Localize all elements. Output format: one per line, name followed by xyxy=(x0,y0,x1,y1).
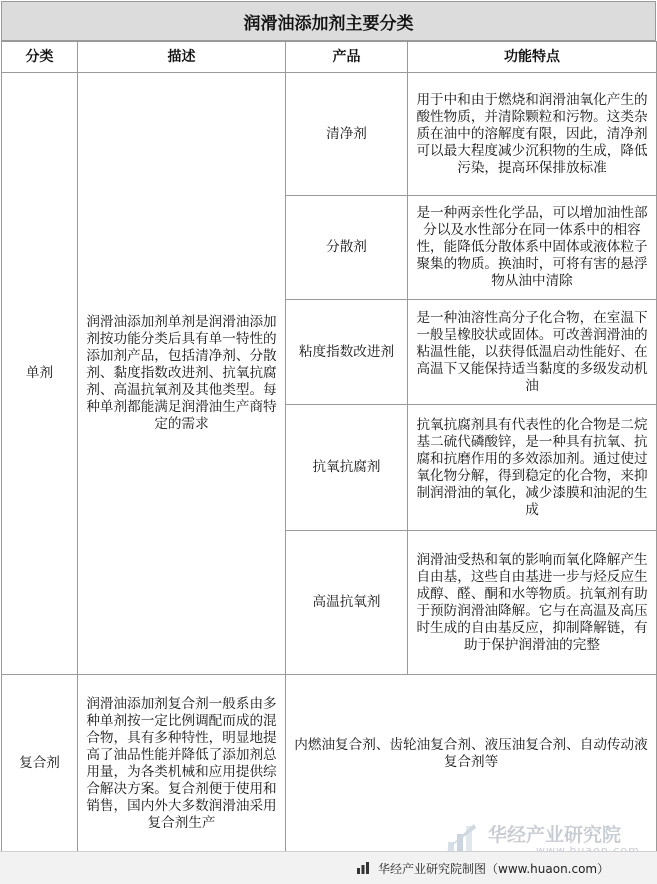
product-cell: 抗氧抗腐剂 xyxy=(286,405,408,531)
category-cell: 复合剂 xyxy=(2,675,78,853)
category-cell: 单剂 xyxy=(2,73,78,675)
feature-cell: 抗氧抗腐剂具有代表性的化合物是二烷基二硫代磷酸锌，是一种具有抗氧、抗腐和抗磨作用的多效添加剂。通过使过氧化物分解，得到稳定的化合物，来抑制润滑油的氧化，减少漆膜和油泥的生成 xyxy=(408,405,657,531)
table-row xyxy=(2,73,657,196)
table-header-row xyxy=(2,42,657,73)
description-cell: 润滑油添加剂复合剂一般系由多种单剂按一定比例调配而成的混合物，具有多种特性，明显地提高了油品性能并降低了添加剂总用量，为各类机械和应用提供综合解决方案。复合剂便于使用和销售，国内外大多数润滑油采用复合剂生产 xyxy=(78,675,286,853)
product-cell: 高温抗氧剂 xyxy=(286,531,408,675)
feature-cell: 润滑油受热和氧的影响而氧化降解产生自由基，这些自由基进一步与烃反应生成醇、醛、酮和水等物质。抗氧剂有助于预防润滑油降解。它与在高温及高压时生成的自由基反应，抑制降解链，有助于保护润滑油的完整 xyxy=(408,531,657,675)
classification-document xyxy=(1,1,656,853)
header-category: 分类 xyxy=(2,42,78,73)
product-cell: 粘度指数改进剂 xyxy=(286,300,408,405)
product-cell: 分散剂 xyxy=(286,196,408,300)
description-cell: 润滑油添加剂单剂是润滑油添加剂按功能分类后具有单一特性的添加剂产品，包括清净剂、分散剂、黏度指数改进剂、抗氧抗腐剂、高温抗氧剂及其他类型。每种单剂都能满足润滑油生产商特定的需求 xyxy=(78,73,286,675)
feature-cell: 用于中和由于燃烧和润滑油氧化产生的酸性物质，并清除颗粒和污物。这类杂质在油中的溶解度有限，因此，清净剂可以最大程度减少沉积物的生成，降低污染，提高环保排放标准 xyxy=(408,73,657,196)
compound-products-cell: 内燃油复合剂、齿轮油复合剂、液压油复合剂、自动传动液复合剂等 xyxy=(286,675,657,853)
product-cell: 清净剂 xyxy=(286,73,408,196)
footer xyxy=(0,851,657,884)
header-feature: 功能特点 xyxy=(408,42,657,73)
header-product: 产品 xyxy=(286,42,408,73)
header-description: 描述 xyxy=(78,42,286,73)
chart-logo-icon xyxy=(356,861,370,875)
watermark-name: 华经产业研究院 xyxy=(488,824,622,846)
feature-cell: 是一种油溶性高分子化合物，在室温下一般呈橡胶状或固体。可改善润滑油的粘温性能，以获得低温启动性能好、在高温下又能保持适当黏度的多级发动机油 xyxy=(408,300,657,405)
classification-table xyxy=(1,41,657,853)
source-note: 华经产业研究院制图（www.huaon.com） xyxy=(378,862,610,876)
page-title: 润滑油添加剂主要分类 xyxy=(1,1,656,41)
feature-cell: 是一种两亲性化学品，可以增加油性部分以及水性部分在同一体系中的相容性，能降低分散体系中固体或液体粒子聚集的物质。换油时，可将有害的悬浮物从油中清除 xyxy=(408,196,657,300)
